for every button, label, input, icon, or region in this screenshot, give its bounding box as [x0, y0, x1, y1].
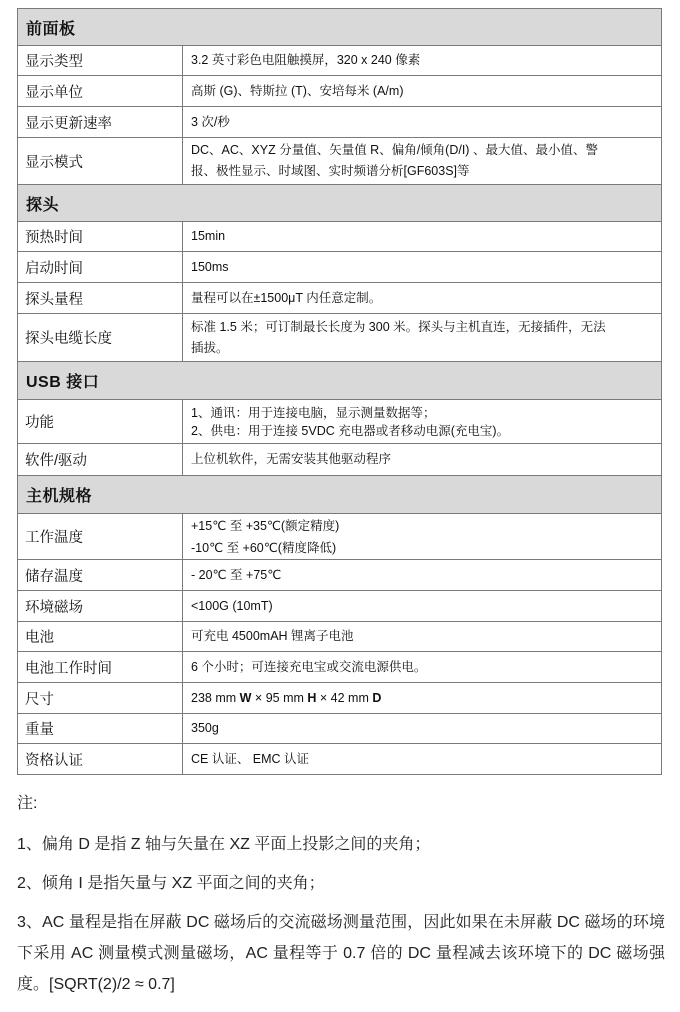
spec-label: 探头电缆长度: [18, 314, 183, 362]
section-title: 前面板: [18, 9, 662, 46]
spec-row: [18, 591, 662, 622]
spec-value: <100G (10mT): [183, 591, 662, 622]
spec-label: 显示类型: [18, 46, 183, 76]
section-header-usb: [18, 362, 662, 400]
spec-value: 高斯 (G)、特斯拉 (T)、安培每米 (A/m): [183, 76, 662, 107]
note-2: 2、倾角 I 是指矢量与 XZ 平面之间的夹角；: [17, 875, 325, 892]
value-line: DC、AC、XYZ 分量值、矢量值 R、偏角/倾角(D/I) 、最大值、最小值、警: [191, 143, 598, 157]
spec-row: [18, 46, 662, 76]
value-line: 插拔。: [191, 340, 229, 355]
spec-row: [18, 444, 662, 476]
spec-value: - 20℃ 至 +75℃: [183, 560, 662, 591]
spec-value: [183, 138, 662, 185]
spec-row: [18, 560, 662, 591]
dim-part: 238 mm: [191, 690, 240, 705]
spec-label: 重量: [18, 714, 183, 744]
dim-part: H: [307, 690, 317, 705]
note-1: 1、偏角 D 是指 Z 轴与矢量在 XZ 平面上投影之间的夹角；: [17, 836, 431, 853]
spec-row: [18, 283, 662, 314]
dim-part: × 95 mm: [251, 690, 308, 705]
value-line: -10℃ 至 +60℃(精度降低): [191, 540, 337, 555]
spec-row: [18, 76, 662, 107]
section-title: USB 接口: [18, 362, 662, 400]
spec-label: 显示模式: [18, 138, 183, 185]
spec-value: [183, 400, 662, 444]
spec-value: CE 认证、 EMC 认证: [183, 744, 662, 775]
spec-value: 3.2 英寸彩色电阻触摸屏，320 x 240 像素: [183, 46, 662, 76]
spec-row: [18, 400, 662, 444]
notes-title: 注:: [17, 795, 38, 812]
note-3: 3、AC 量程是指在屏蔽 DC 磁场后的交流磁场测量范围，因此如果在未屏蔽 DC 磁场的环境下采用 AC 测量模式测量磁场，AC 量程等于 0.7 倍的 DC 量程减去该环境下的 DC 磁场强度。[SQRT(2)/2 ≈ 0.7]: [17, 914, 665, 993]
spec-value: [183, 314, 662, 362]
spec-row: [18, 744, 662, 775]
spec-label: 环境磁场: [18, 591, 183, 622]
spec-label: 启动时间: [18, 252, 183, 283]
spec-row: [18, 222, 662, 252]
value-line: +15℃ 至 +35℃(额定精度): [191, 518, 340, 533]
value-line: 报、极性显示、时域图、实时频谱分析[GF603S]等: [191, 164, 470, 178]
section-title: 探头: [18, 185, 662, 222]
spec-label: 工作温度: [18, 514, 183, 560]
spec-label: 显示单位: [18, 76, 183, 107]
value-line: 1、通讯：用于连接电脑，显示测量数据等；: [191, 405, 436, 420]
spec-row: [18, 107, 662, 138]
value-line: 标准 1.5 米；可订制最长长度为 300 米。探头与主机直连，无接插件，无法: [191, 319, 606, 334]
section-title: 主机规格: [18, 476, 662, 514]
section-header-host: [18, 476, 662, 514]
spec-row: [18, 652, 662, 683]
spec-label: 软件/驱动: [18, 444, 183, 476]
spec-value: [183, 514, 662, 560]
value-line: 2、供电：用于连接 5VDC 充电器或者移动电源(充电宝)。: [191, 423, 510, 438]
section-header-probe: [18, 185, 662, 222]
section-header-front-panel: [18, 9, 662, 46]
spec-row: [18, 314, 662, 362]
spec-row: [18, 252, 662, 283]
dim-part: W: [239, 690, 252, 705]
spec-value: 上位机软件，无需安装其他驱动程序: [183, 444, 662, 476]
spec-row: [18, 714, 662, 744]
dim-part: D: [372, 690, 382, 705]
spec-label: 电池: [18, 622, 183, 652]
spec-value: 15min: [183, 222, 662, 252]
spec-value: 6 个小时；可连接充电宝或交流电源供电。: [183, 652, 662, 683]
spec-label: 探头量程: [18, 283, 183, 314]
spec-value: 150ms: [183, 252, 662, 283]
spec-label: 尺寸: [18, 683, 183, 714]
spec-label: 功能: [18, 400, 183, 444]
spec-row: [18, 138, 662, 185]
spec-label: 储存温度: [18, 560, 183, 591]
spec-value: 可充电 4500mAH 锂离子电池: [183, 622, 662, 652]
spec-row: [18, 622, 662, 652]
spec-value: 量程可以在±1500μT 内任意定制。: [183, 283, 662, 314]
spec-row: [18, 683, 662, 714]
spec-label: 电池工作时间: [18, 652, 183, 683]
spec-row: [18, 514, 662, 560]
spec-label: 资格认证: [18, 744, 183, 775]
spec-value: [183, 683, 662, 714]
spec-value: 3 次/秒: [183, 107, 662, 138]
spec-label: 预热时间: [18, 222, 183, 252]
spec-label: 显示更新速率: [18, 107, 183, 138]
spec-value: 350g: [183, 714, 662, 744]
spec-table: [17, 8, 662, 775]
dim-part: × 42 mm: [316, 690, 373, 705]
